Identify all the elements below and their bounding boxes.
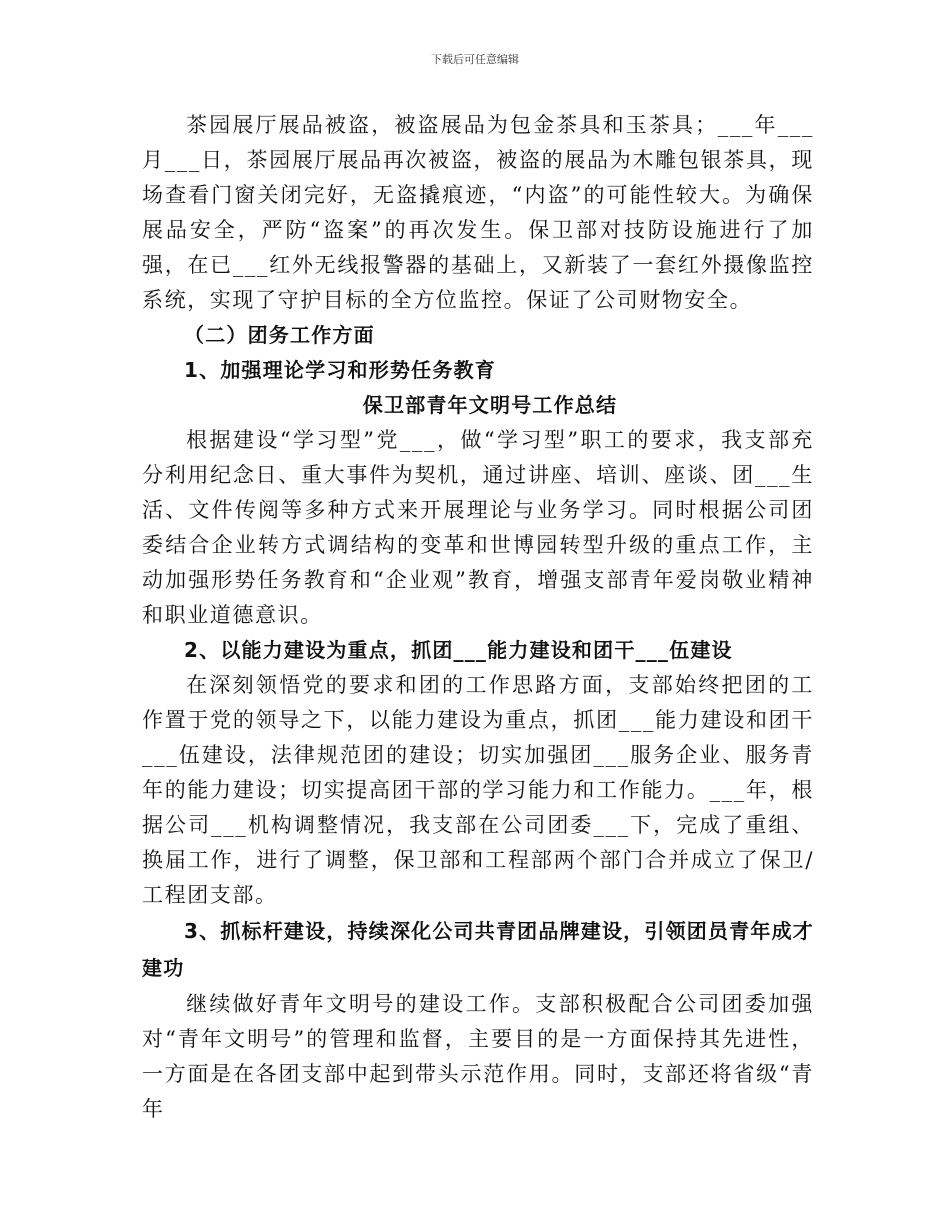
section-heading-league-work: （二）团务工作方面 (184, 323, 375, 347)
item-heading-capacity-building: 2、以能力建设为重点，抓团___能力建设和团干___伍建设 (184, 638, 733, 662)
item-heading-theory-study: 1、加强理论学习和形势任务教育 (184, 358, 496, 382)
item-heading-benchmark: 3、抓标杆建设，持续深化公司共青团品牌建设，引领团员青年成才建功 (142, 919, 814, 980)
document-body (142, 108, 814, 1127)
paragraph-capacity-building: 在深刻领悟党的要求和团的工作思路方面，支部始终把团的工作置于党的领导之下，以能力建设为重点，抓团___能力建设和团干___伍建设，法律规范团的建设；切实加强团___服务企业、服务青年的能力建设；切实提高团干部的学习能力和工作能力。___年，根据公司___机构调整情况，我支部在公司团委___下，完成了重组、换届工作，进行了调整，保卫部和工程部两个部门合并成立了保卫/工程团支部。 (142, 673, 814, 907)
paragraph-civilization-post: 继续做好青年文明号的建设工作。支部积极配合公司团委加强对“青年文明号”的管理和监督，主要目的是一方面保持其先进性，一方面是在各团支部中起到带头示范作用。同时，支部还将省级“青年 (142, 992, 814, 1121)
document-title: 保卫部青年文明号工作总结 (362, 393, 618, 417)
paragraph-learning-party: 根据建设“学习型”党___，做“学习型”职工的要求，我支部充分利用纪念日、重大事件为契机，通过讲座、培训、座谈、团___生活、文件传阅等多种方式来开展理论与业务学习。同时根据公司团委结合企业转方式调结构的变革和世博园转型升级的重点工作，主动加强形势任务教育和“企业观”教育，增强支部青年爱岗敬业精神和职业道德意识。 (142, 428, 814, 627)
paragraph-exhibit-theft: 茶园展厅展品被盗，被盗展品为包金茶具和玉茶具；___年___月___日，茶园展厅展品再次被盗，被盗的展品为木雕包银茶具，现场查看门窗关闭完好，无盗撬痕迹，“内盗”的可能性较大。为确保展品安全，严防“盗案”的再次发生。保卫部对技防设施进行了加强，在已___红外无线报警器的基础上，又新装了一套红外摄像监控系统，实现了守护目标的全方位监控。保证了公司财物安全。 (142, 113, 814, 312)
page-header: 下载后可任意编辑 (431, 53, 519, 66)
